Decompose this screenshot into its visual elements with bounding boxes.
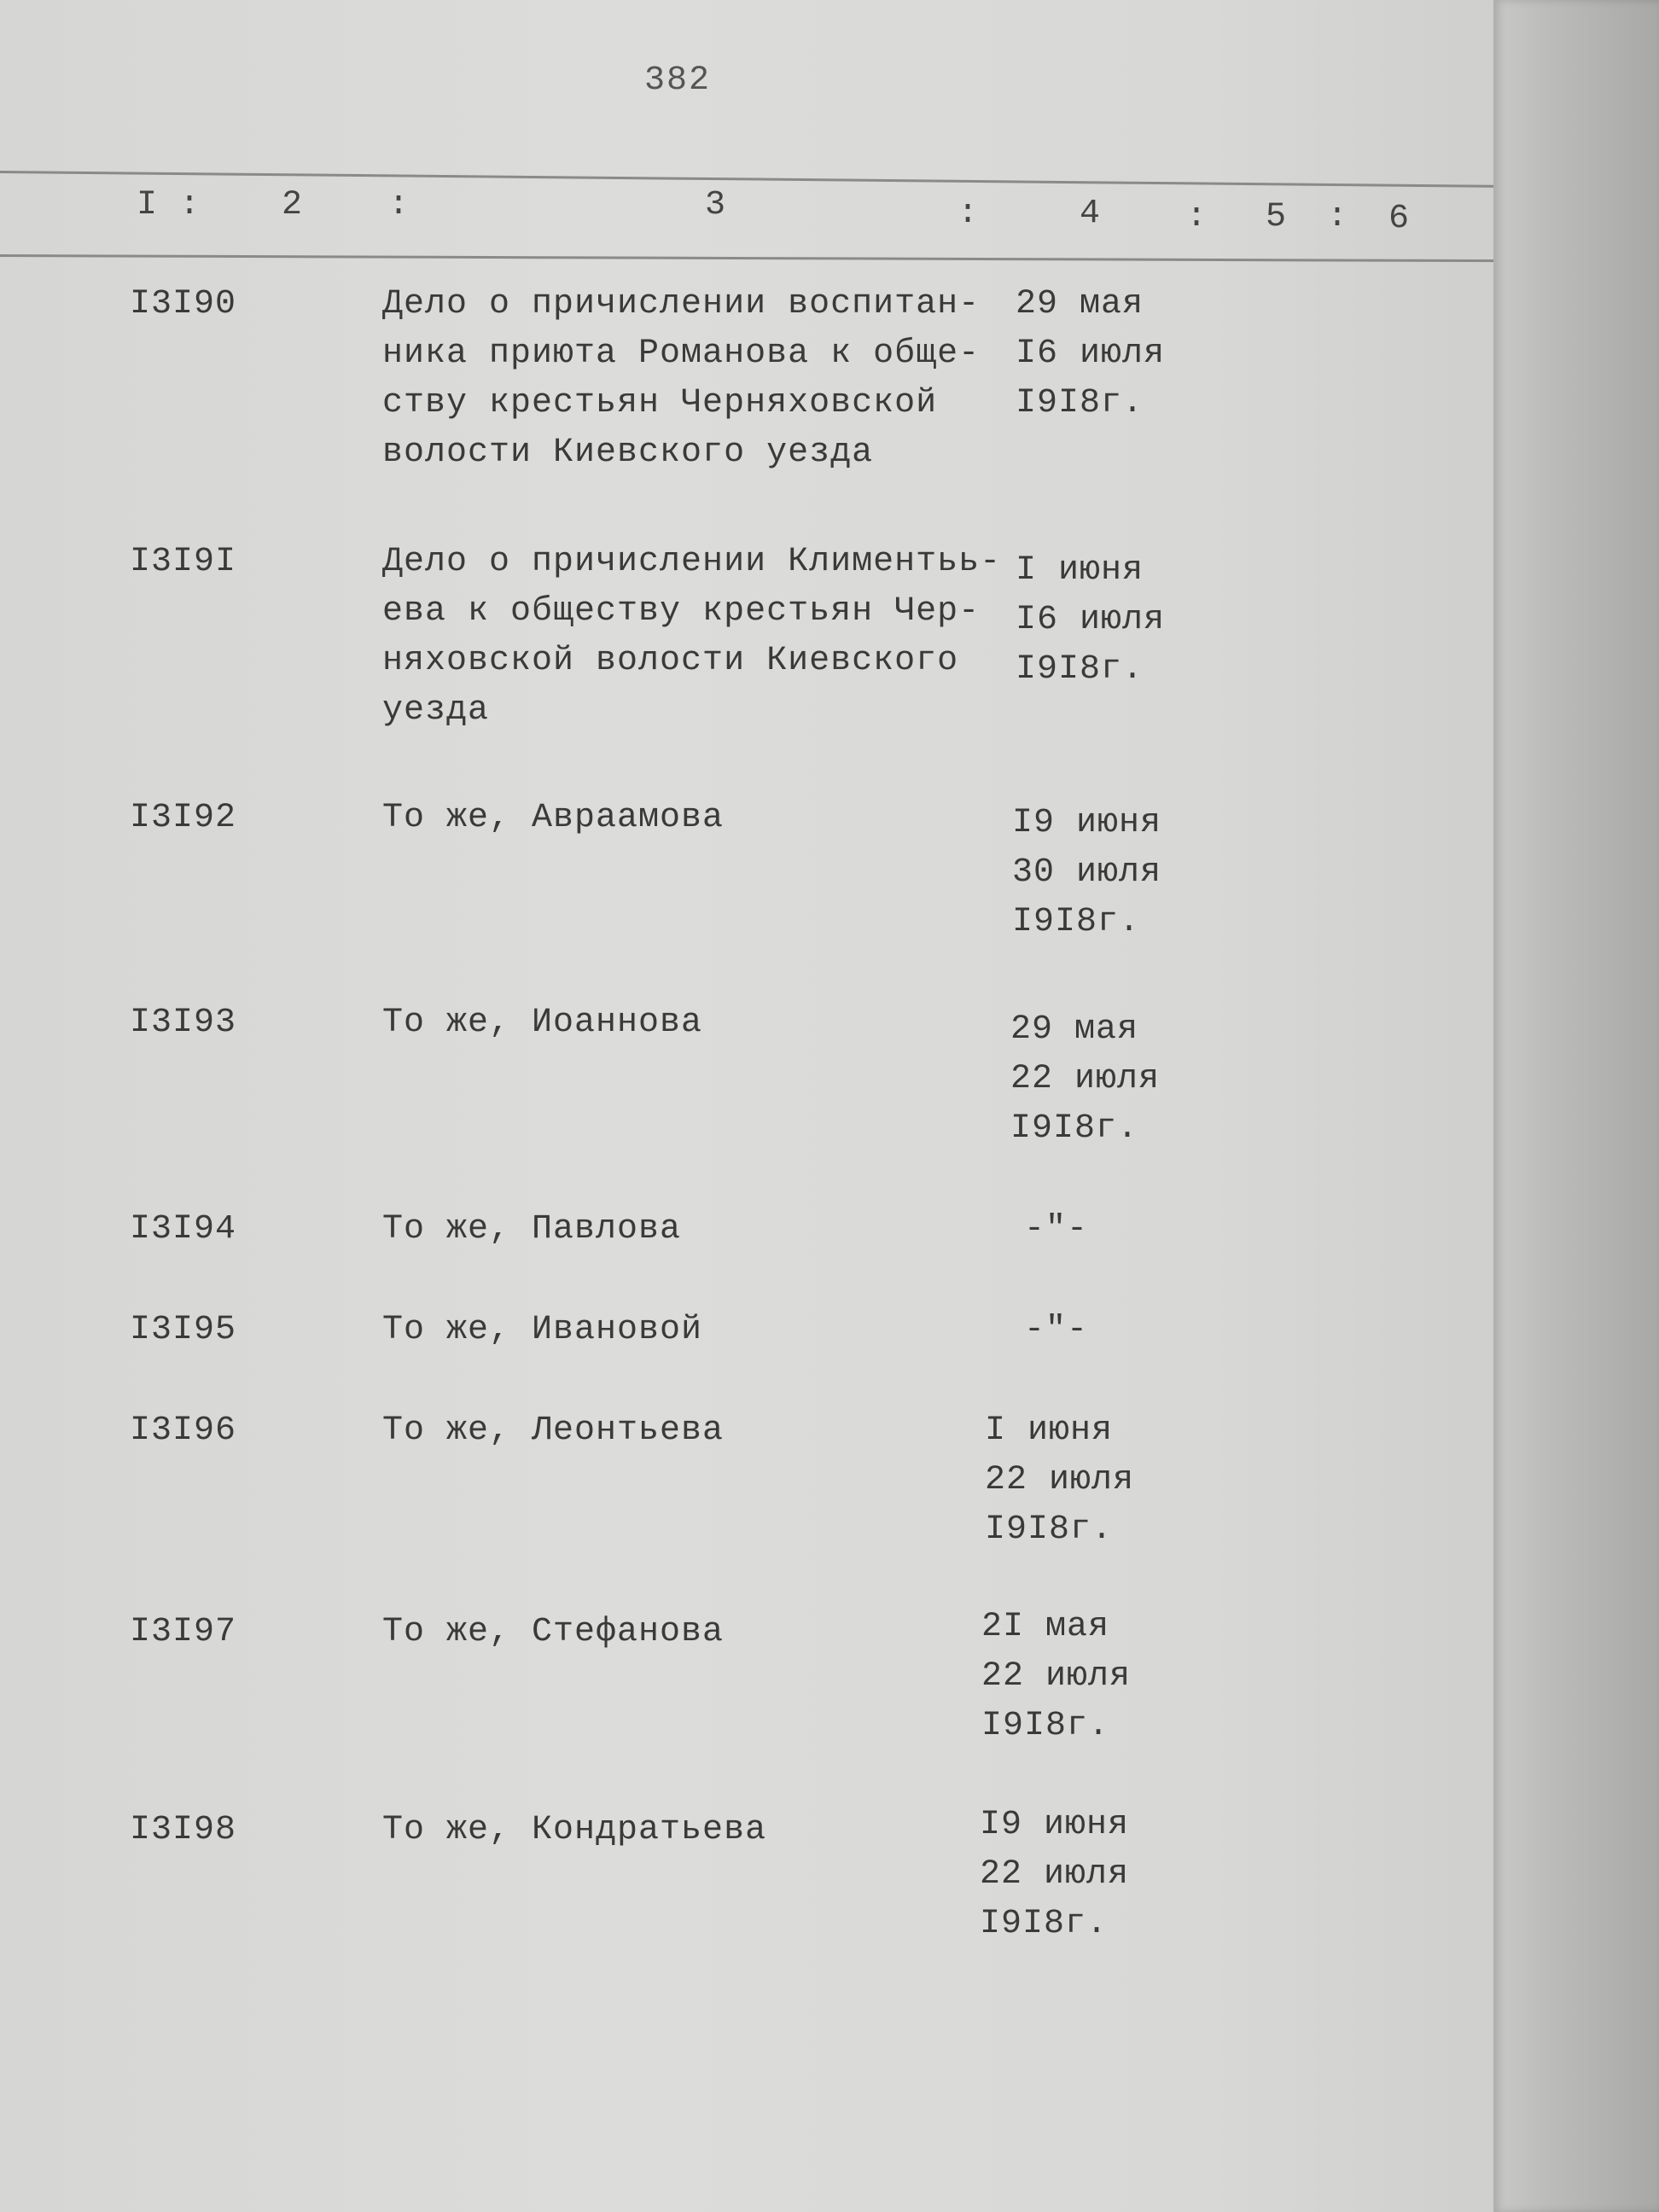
column-separator: : <box>179 186 201 224</box>
record-title <box>382 1608 997 1657</box>
record-date-line: I9I8г. <box>1016 650 1144 689</box>
record-number: I3I95 <box>130 1311 237 1349</box>
binder-edge <box>1493 0 1659 2212</box>
column-header-4: 4 <box>1080 195 1101 233</box>
record-title-line: То же, Кондратьева <box>382 1811 767 1849</box>
column-separator: : <box>1186 198 1208 236</box>
record-dates <box>1024 1306 1246 1355</box>
column-header-row <box>0 186 1502 237</box>
record-title <box>382 794 997 843</box>
record-date-line: 22 июля <box>985 1461 1135 1499</box>
record-date-line: I9 июня <box>1012 804 1162 842</box>
record-dates <box>1016 546 1237 695</box>
record-title-line: уезда <box>382 691 490 730</box>
record-date-line: I9I8г. <box>1016 384 1144 422</box>
record-date-line: -"- <box>1024 1311 1089 1349</box>
record-title-line: То же, Леонтьева <box>382 1412 725 1450</box>
record-title-line: То же, Иоаннова <box>382 1004 703 1042</box>
record-date-line: I6 июля <box>1016 601 1166 639</box>
record-title-line: То же, Павлова <box>382 1210 682 1249</box>
record-title <box>382 998 997 1048</box>
record-date-line: I июня <box>1016 551 1144 590</box>
record-date-line: 22 июля <box>981 1657 1132 1696</box>
column-header-5: 5 <box>1266 198 1287 236</box>
record-number: I3I93 <box>130 1004 237 1042</box>
record-title-line: Дело о причислении Климентьь- <box>382 543 1002 581</box>
record-number: I3I94 <box>130 1210 237 1249</box>
record-date-line: I9 июня <box>980 1806 1130 1844</box>
record-title <box>382 538 1002 736</box>
record-title <box>382 1306 997 1355</box>
record-date-line: I6 июля <box>1016 335 1166 373</box>
record-dates <box>1010 1005 1232 1154</box>
record-dates <box>1024 1205 1246 1254</box>
record-title-line: То же, Авраамова <box>382 799 725 837</box>
record-date-line: 22 июля <box>980 1855 1130 1894</box>
record-dates <box>985 1406 1207 1555</box>
record-number: I3I98 <box>130 1811 237 1849</box>
column-header-2: 2 <box>282 186 303 224</box>
record-dates <box>1012 799 1234 947</box>
record-date-line: I9I8г. <box>1010 1109 1139 1148</box>
record-title <box>382 1806 997 1855</box>
column-header-6: 6 <box>1388 200 1410 238</box>
record-title-line: ева к обществу крестьян Чер- <box>382 592 981 631</box>
record-date-line: 29 мая <box>1016 285 1144 323</box>
page-number: 382 <box>644 61 712 100</box>
column-separator: : <box>1327 198 1348 236</box>
record-date-line: I9I8г. <box>981 1707 1110 1745</box>
record-title-line: То же, Ивановой <box>382 1311 703 1349</box>
record-number: I3I90 <box>130 285 237 323</box>
record-number: I3I9I <box>130 543 237 581</box>
record-title-line: ника приюта Романова к обще- <box>382 335 981 373</box>
record-title-line: волости Киевского уезда <box>382 434 874 472</box>
record-title-line: То же, Стефанова <box>382 1613 725 1651</box>
column-header-1: I <box>137 186 158 224</box>
record-number: I3I92 <box>130 799 237 837</box>
record-date-line: 2I мая <box>981 1608 1110 1646</box>
record-title <box>382 1205 997 1254</box>
record-dates <box>981 1603 1203 1751</box>
record-date-line: I9I8г. <box>985 1511 1114 1549</box>
record-title <box>382 280 997 478</box>
column-header-3: 3 <box>705 186 726 224</box>
column-separator: : <box>388 186 410 224</box>
record-date-line: 29 мая <box>1010 1010 1139 1049</box>
record-date-line: I9I8г. <box>1012 903 1141 941</box>
record-title-line: ству крестьян Черняховской <box>382 384 938 422</box>
record-number: I3I97 <box>130 1613 237 1651</box>
header-bottom-rule <box>0 254 1502 262</box>
record-date-line: I июня <box>985 1412 1114 1450</box>
record-title-line: Дело о причислении воспитан- <box>382 285 981 323</box>
record-dates <box>1016 280 1237 428</box>
record-title-line: няховской волости Киевского <box>382 642 959 680</box>
header-top-rule <box>0 171 1502 188</box>
record-date-line: 30 июля <box>1012 853 1162 892</box>
record-date-line: 22 июля <box>1010 1060 1161 1098</box>
record-date-line: -"- <box>1024 1210 1089 1249</box>
record-dates <box>980 1801 1202 1949</box>
record-date-line: I9I8г. <box>980 1905 1109 1943</box>
column-separator: : <box>958 195 979 233</box>
record-title <box>382 1406 997 1456</box>
record-number: I3I96 <box>130 1412 237 1450</box>
